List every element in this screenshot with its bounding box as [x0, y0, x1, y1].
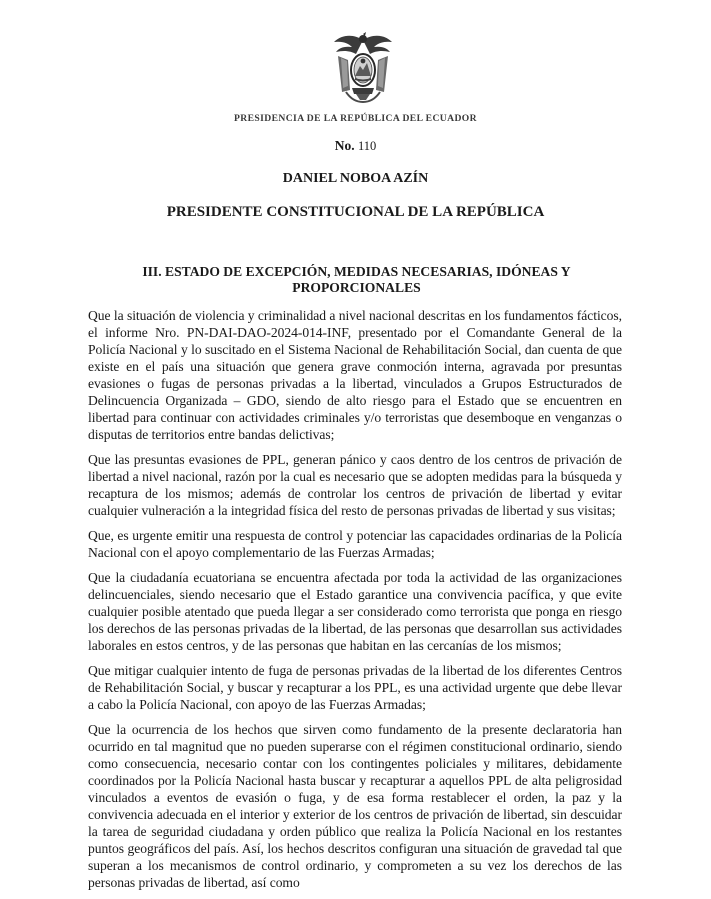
paragraph: Que, es urgente emitir una respuesta de control y potenciar las capacidades ordinarias de la Policía Nacional con el apoyo complementario de las Fuerzas Armadas;	[88, 528, 622, 560]
paragraph: Que la ciudadanía ecuatoriana se encuentra afectada por toda la actividad de las organizaciones delincuenciales, siendo necesario que el Estado garantice una convivencia pacífica, y que evite cualquier posible atentado que pueda llegar a ser considerado como terrorista que ponga en riesgo los derechos de las personas privadas de la libertad, de las personas que desarrollan sus actividades laborales en estos centros, y de las personas que habitan en las cercanías de los mismos;	[88, 570, 622, 653]
paragraph: Que las presuntas evasiones de PPL, generan pánico y caos dentro de los centros de privación de libertad a nivel nacional, razón por la cual es necesario que se adopten medidas para la búsqueda y recaptura de los mismos; además de controlar los centros de privación de libertad y evitar cualquier vulneración a la integridad física del resto de personas privadas de libertad y sus visitas;	[88, 452, 622, 518]
paragraph: Que mitigar cualquier intento de fuga de personas privadas de la libertad de los diferentes Centros de Rehabilitación Social, y buscar y recapturar a los PPL, es una actividad urgente que debe llevar a cabo la Policía Nacional, con apoyo de las Fuerzas Armadas;	[88, 663, 622, 712]
decree-number-label: No.	[334, 138, 355, 153]
president-name: DANIEL NOBOA AZÍN	[282, 171, 429, 186]
institution-name: PRESIDENCIA DE LA REPÚBLICA DEL ECUADOR	[234, 113, 477, 124]
coat-of-arms-icon	[332, 30, 394, 106]
office-title: PRESIDENTE CONSTITUCIONAL DE LA REPÚBLICA	[166, 204, 545, 220]
decree-number	[0, 138, 711, 154]
paragraph: Que la situación de violencia y criminalidad a nivel nacional descritas en los fundamentos fácticos, el informe Nro. PN-DAI-DAO-2024-014-INF, presentado por el Comandante General de la Policía Nacional y lo suscitado en el Sistema Nacional de Rehabilitación Social, dan cuenta de que existe en el país una situación que genera grave conmoción interna, agravada por presuntas evasiones o fugas de personas privadas a la libertad, vinculados a Grupos Estructurados de Delincuencia Organizada – GDO, siendo de alto riesgo para el Estado que se encuentren en libertad para continuar con actividades criminales y/o terroristas que desemboque en venganzas o disputas de territorios entre bandas delictivas;	[88, 308, 622, 442]
decree-number-value: 110	[357, 139, 377, 153]
section-heading: III. ESTADO DE EXCEPCIÓN, MEDIDAS NECESARIAS, IDÓNEAS Y PROPORCIONALES	[142, 264, 571, 295]
paragraph: Que la ocurrencia de los hechos que sirven como fundamento de la presente declaratoria han ocurrido en tal magnitud que no pueden superarse con el régimen constitucional ordinario, siendo como consecuencia, necesario contar con los contingentes policiales y militares, debidamente coordinados por la Policía Nacional hasta buscar y recapturar a aquellos PPL de alta peligrosidad vinculados a eventos de evasión o fuga, y de esa forma restablecer el orden, la paz y la convivencia adecuada en el interior y exterior de los centros de privación de libertad, sin descuidar la tarea de seguridad ciudadana y orden público que realiza la Policía Nacional en los restantes puntos geográficos del país. Así, los hechos descritos configuran una situación de gravedad tal que superan a los mecanismos de control ordinario, y comprometen a su vez los derechos de las personas privadas de libertad, así como	[88, 722, 622, 890]
document-body	[88, 307, 622, 899]
